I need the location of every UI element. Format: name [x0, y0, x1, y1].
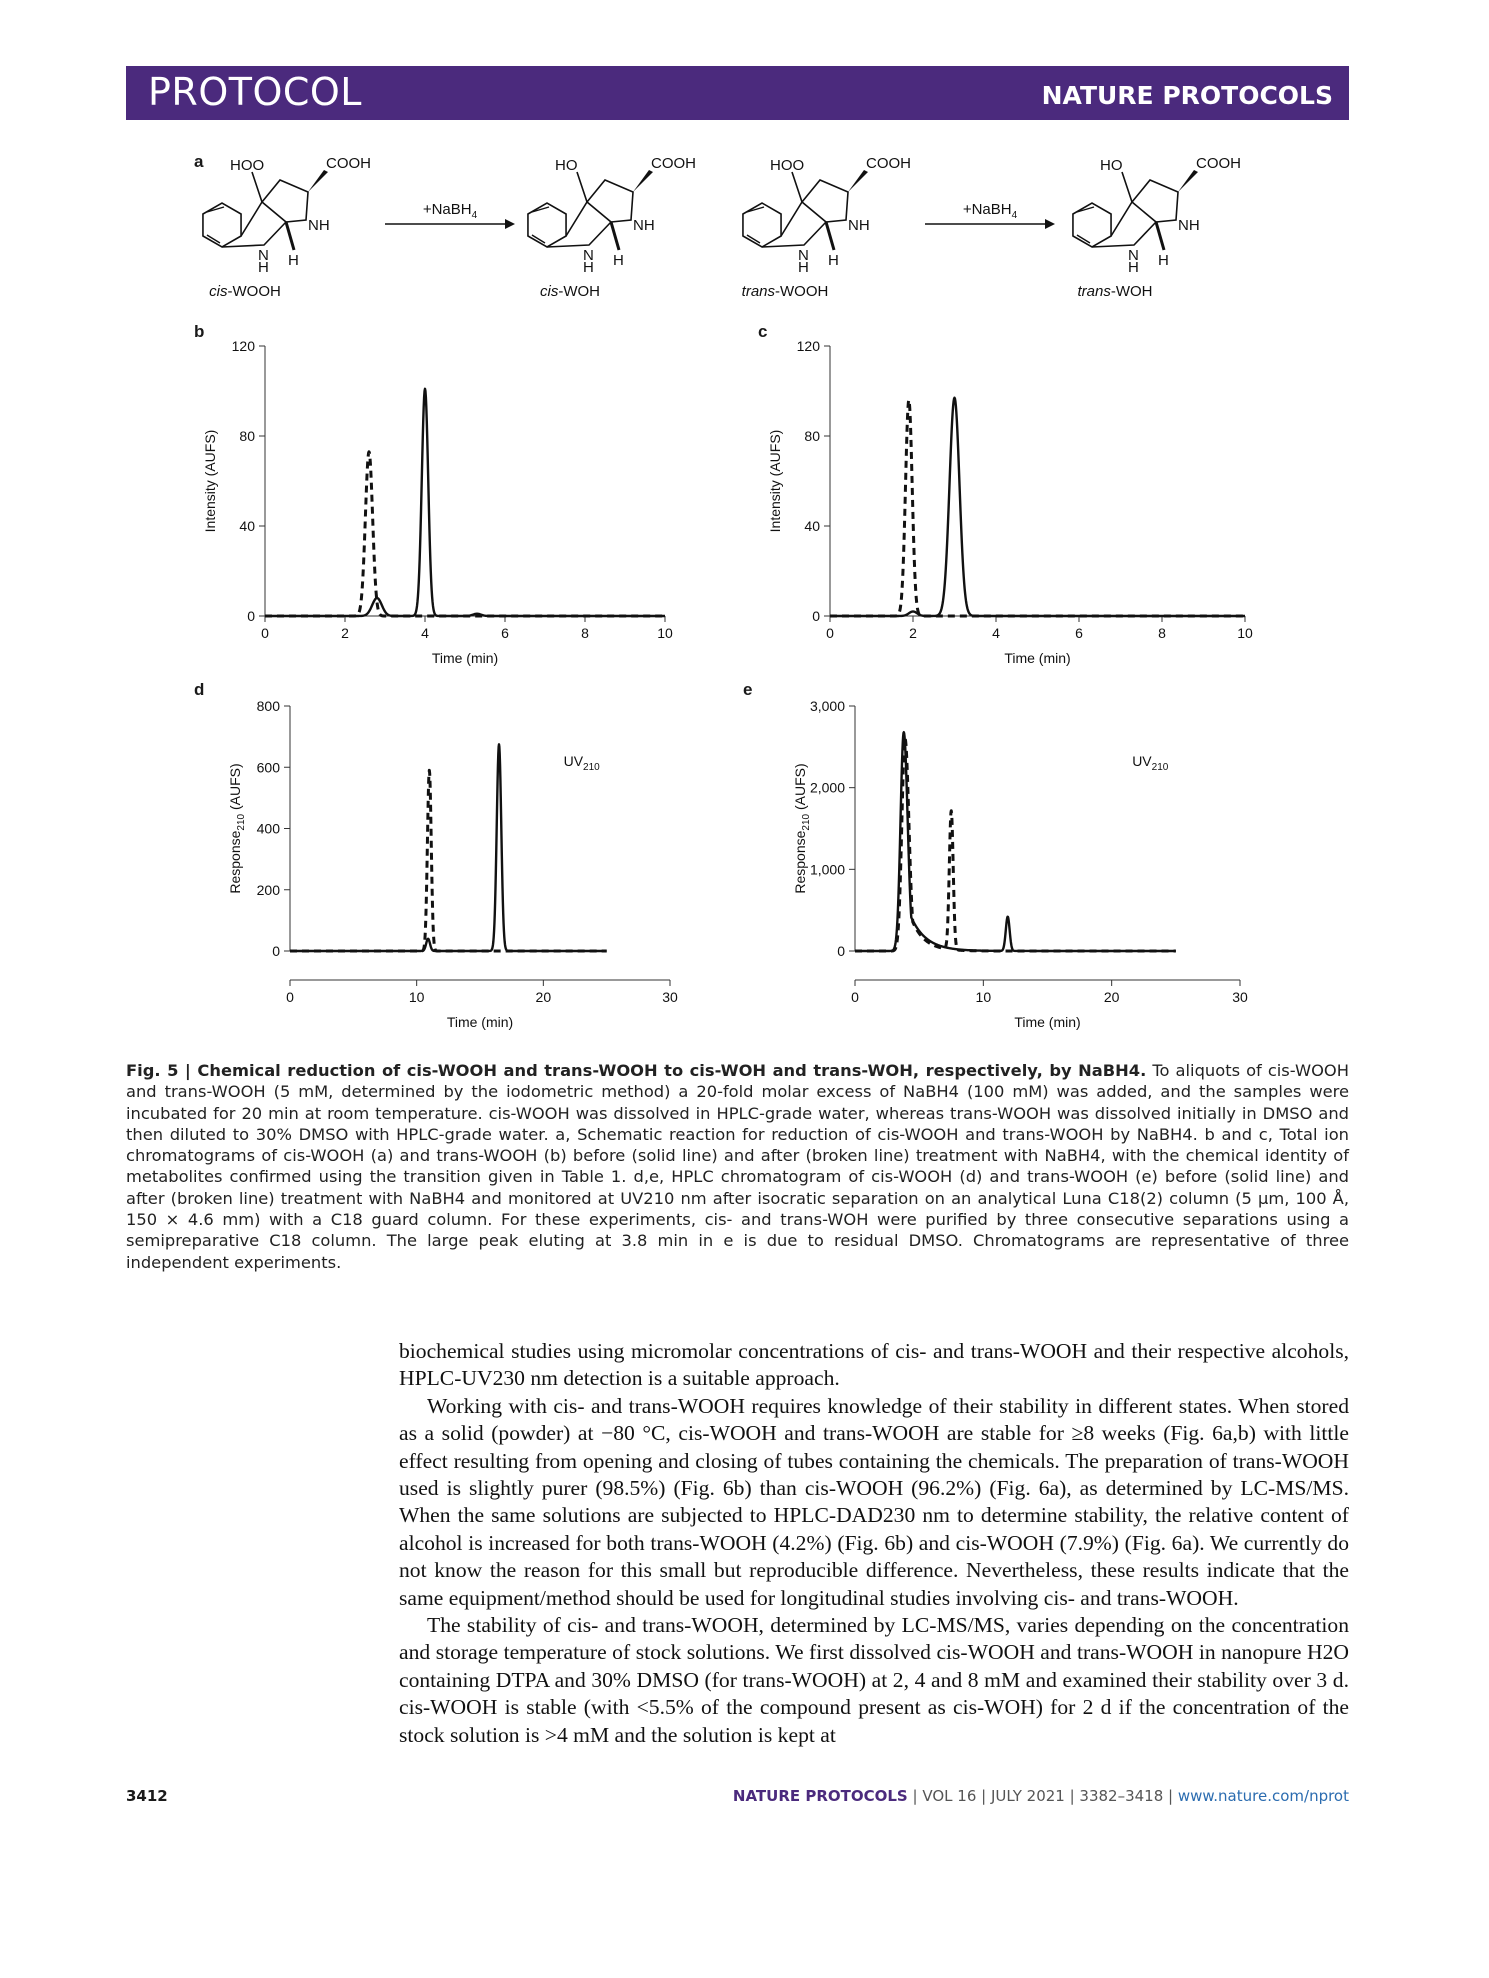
- uv-annotation: $UV_{210}$: [1132, 753, 1169, 773]
- h-bond: [286, 222, 294, 250]
- panel-letter-a: a: [194, 152, 204, 171]
- benzene-ring: [528, 203, 566, 247]
- body-text: [399, 1338, 1349, 1749]
- x-tick-label: 10: [1237, 625, 1253, 641]
- h-bond: [826, 222, 834, 250]
- panel-letter-d: d: [194, 680, 205, 699]
- arrowhead: [505, 219, 515, 229]
- cooh-wedge: [1178, 170, 1198, 192]
- series-dashed-line: [855, 739, 1176, 951]
- molecule-cis-WOH: [528, 155, 696, 300]
- series-solid-line: [290, 744, 607, 951]
- cooh-label: COOH: [326, 155, 371, 172]
- n-label: N: [798, 247, 809, 264]
- series-dashed-line: [830, 400, 1245, 616]
- y-axis-label: Response$_{210}$ (AUFS): [227, 763, 247, 894]
- substituent-label: HOO: [230, 157, 265, 174]
- molecule-trans-WOH: [1073, 155, 1241, 300]
- pyrrolidine-ring: [1132, 180, 1178, 222]
- y-tick-label: 120: [796, 338, 820, 354]
- footer-journal: NATURE PROTOCOLS: [732, 1787, 908, 1805]
- y-tick-label: 80: [804, 428, 820, 444]
- h-label: H: [828, 252, 839, 269]
- footer-citation: [733, 1787, 1349, 1805]
- h-bond: [611, 222, 619, 250]
- y-tick-label: 80: [239, 428, 255, 444]
- molecule-trans-WOOH: [742, 155, 911, 300]
- section-title: PROTOCOL: [148, 70, 362, 114]
- y-tick-label: 40: [804, 518, 820, 534]
- y-tick-label: 3,000: [809, 698, 845, 714]
- x-tick-label: 30: [1232, 989, 1248, 1005]
- nh-h-label: H: [798, 259, 809, 276]
- header-bar: [126, 66, 1349, 120]
- substituent-label: HO: [1100, 157, 1123, 174]
- nh-label: NH: [308, 217, 330, 234]
- nh-label: NH: [633, 217, 655, 234]
- x-tick-label: 30: [662, 989, 678, 1005]
- y-tick-label: 0: [272, 943, 280, 959]
- panel-letter-c: c: [758, 322, 768, 341]
- x-axis-label: Time (min): [431, 650, 499, 666]
- nh-label: NH: [1178, 217, 1200, 234]
- molecule-name: trans-WOOH: [741, 283, 829, 300]
- y-tick-label: 600: [256, 759, 280, 776]
- x-tick-label: 10: [657, 625, 673, 641]
- hydroperoxy-bond: [577, 172, 587, 202]
- y-axis-label: Response$_{210}$ (AUFS): [792, 763, 812, 894]
- x-tick-label: 2: [341, 625, 349, 641]
- chart-b: [180, 330, 700, 690]
- x-tick-label: 6: [1075, 625, 1083, 641]
- y-tick-label: 120: [231, 338, 255, 354]
- molecule-cis-WOOH: [203, 155, 371, 300]
- panel-letter-b: b: [194, 322, 205, 341]
- y-axis-label: Intensity (AUFS): [767, 429, 783, 533]
- x-tick-label: 0: [826, 625, 834, 641]
- x-tick-label: 20: [1103, 989, 1120, 1005]
- x-tick-label: 2: [909, 625, 917, 641]
- y-tick-label: 0: [837, 943, 845, 959]
- y-tick-label: 0: [812, 608, 820, 624]
- chart-e: [735, 690, 1335, 1050]
- reagent-label: +NaBH$_4$: [422, 201, 478, 221]
- y-tick-label: 400: [256, 820, 280, 837]
- chart-c: [745, 330, 1265, 690]
- pyrrolidine-ring: [587, 180, 633, 222]
- n-label: N: [583, 247, 594, 264]
- x-tick-label: 0: [851, 989, 859, 1005]
- cooh-label: COOH: [651, 155, 696, 172]
- hydroperoxy-bond: [252, 172, 262, 202]
- caption-title: Fig. 5 | Chemical reduction of cis-WOOH and trans-WOOH to cis-WOH and trans-WOH, respectively, by NaBH4.: [126, 1061, 1147, 1080]
- series-solid-line: [265, 389, 665, 616]
- reaction-scheme: [190, 150, 1489, 310]
- reagent-label: +NaBH$_4$: [962, 201, 1018, 221]
- uv-annotation: $UV_{210}$: [563, 753, 600, 773]
- cooh-label: COOH: [1196, 155, 1241, 172]
- journal-title: NATURE PROTOCOLS: [1041, 81, 1333, 110]
- y-tick-label: 0: [247, 608, 255, 624]
- series-solid-line: [830, 398, 1245, 616]
- nh-label: NH: [848, 217, 870, 234]
- page-number: 3412: [126, 1787, 168, 1805]
- molecule-name: cis-WOOH: [209, 283, 281, 300]
- x-tick-label: 0: [261, 625, 269, 641]
- series-dashed-line: [290, 770, 607, 951]
- series-solid-line: [855, 732, 1176, 951]
- chart-d: [180, 690, 710, 1050]
- x-tick-label: 0: [286, 989, 294, 1005]
- cooh-label: COOH: [866, 155, 911, 172]
- x-axis-label: Time (min): [1004, 650, 1071, 666]
- hydroperoxy-bond: [1122, 172, 1132, 202]
- caption-text: To aliquots of cis-WOOH and trans-WOOH (5 mM, determined by the iodometric method) a 20-fold molar excess of NaBH4 (100 mM) was added, and the samples were incubated for 20 min at room temperature. cis-WOOH was dissolved in HPLC-grade water, whereas trans-WOOH was dissolved initially in DMSO and then diluted to 30% DMSO with HPLC-grade water. a, Schematic reaction for reduction of cis-WOOH and trans-WOOH by NaBH4. b and c, Total ion chromatograms of cis-WOOH (a) and trans-WOOH (b) before (solid line) and after (broken line) treatment with NaBH4, with the chemical identity of metabolites confirmed using the transition given in Table 1. d,e, HPLC chromatogram of cis-WOOH (d) and trans-WOOH (e) before (solid line) and after (broken line) treatment with NaBH4 and monitored at UV210 nm after isocratic separation on an analytical Luna C18(2) column (5 μm, 100 Å, 150 × 4.6 mm) with a C18 guard column. For these experiments, cis- and trans-WOH were purified by three consecutive separations using a semipreparative C18 column. The large peak eluting at 3.8 min in e is due to residual DMSO. Chromatograms are representative of three independent experiments.: [126, 1061, 1349, 1272]
- benzene-ring: [1073, 203, 1111, 247]
- cooh-wedge: [848, 170, 868, 192]
- y-tick-label: 200: [256, 881, 280, 898]
- paragraph-2: Working with cis- and trans-WOOH requires knowledge of their stability in different states. When stored as a solid (powder) at −80 °C, cis-WOOH and trans-WOOH are stable for ≥8 weeks (Fig. 6a,b) with little effect resulting from opening and closing of tubes containing the chemicals. The preparation of trans-WOOH used is slightly purer (98.5%) (Fig. 6b) than cis-WOOH (96.2%) (Fig. 6a), as determined by LC-MS/MS. When the same solutions are subjected to HPLC-DAD230 nm to determine stability, the relative content of alcohol is increased for both trans-WOOH (4.2%) (Fig. 6b) and cis-WOOH (7.9%) (Fig. 6a). We currently do not know the reason for this small but reproducible difference. Nevertheless, these results indicate that the same equipment/method should be used for longitudinal studies involving cis- and trans-WOOH.: [399, 1393, 1349, 1610]
- y-axis-label: Intensity (AUFS): [202, 429, 218, 533]
- cooh-wedge: [308, 170, 328, 192]
- x-tick-label: 8: [581, 625, 589, 641]
- x-tick-label: 10: [408, 989, 425, 1005]
- nh-h-label: H: [583, 259, 594, 276]
- pyrrolidine-ring: [262, 180, 308, 222]
- panel-letter-e: e: [743, 680, 753, 699]
- molecule-name: cis-WOH: [540, 283, 600, 300]
- pyrrolidine-ring: [802, 180, 848, 222]
- n-label: N: [1128, 247, 1139, 264]
- figure-caption: [126, 1060, 1349, 1273]
- h-label: H: [1158, 252, 1169, 269]
- y-tick-label: 40: [239, 518, 255, 534]
- n-label: N: [258, 247, 269, 264]
- paragraph-1: biochemical studies using micromolar concentrations of cis- and trans-WOOH and their respective alcohols, HPLC-UV230 nm detection is a suitable approach.: [399, 1339, 1349, 1391]
- substituent-label: HO: [555, 157, 578, 174]
- molecule-name: trans-WOH: [1077, 283, 1153, 300]
- y-tick-label: 800: [256, 698, 280, 714]
- footer-volume: | VOL 16 | JULY 2021 | 3382–3418 |: [907, 1787, 1178, 1805]
- h-label: H: [613, 252, 624, 269]
- x-tick-label: 10: [975, 989, 992, 1005]
- paragraph-3: The stability of cis- and trans-WOOH, determined by LC-MS/MS, varies depending on the concentration and storage temperature of stock solutions. We first dissolved cis-WOOH and trans-WOOH in nanopure H2O containing DTPA and 30% DMSO (for trans-WOOH) at 2, 4 and 8 mM and examined their stability over 3 d. cis-WOOH is stable (with <5.5% of the compound present as cis-WOH) for 2 d if the concentration of the stock solution is >4 mM and the solution is kept at: [399, 1613, 1349, 1747]
- cooh-wedge: [633, 170, 653, 192]
- x-tick-label: 8: [1158, 625, 1166, 641]
- series-dashed-line: [265, 452, 665, 616]
- x-tick-label: 4: [421, 625, 429, 641]
- y-tick-label: 2,000: [809, 779, 845, 796]
- x-axis-label: Time (min): [1014, 1014, 1081, 1030]
- x-tick-label: 4: [992, 625, 1000, 641]
- x-axis-label: Time (min): [446, 1014, 514, 1030]
- benzene-ring: [743, 203, 781, 247]
- x-tick-label: 6: [501, 625, 509, 641]
- x-tick-label: 20: [535, 989, 552, 1005]
- benzene-ring: [203, 203, 241, 247]
- nh-h-label: H: [258, 259, 269, 276]
- arrowhead: [1045, 219, 1055, 229]
- nh-h-label: H: [1128, 259, 1139, 276]
- footer-url-link[interactable]: www.nature.com/nprot: [1177, 1787, 1349, 1805]
- hydroperoxy-bond: [792, 172, 802, 202]
- substituent-label: HOO: [770, 157, 805, 174]
- h-bond: [1156, 222, 1164, 250]
- y-tick-label: 1,000: [809, 861, 845, 878]
- h-label: H: [288, 252, 299, 269]
